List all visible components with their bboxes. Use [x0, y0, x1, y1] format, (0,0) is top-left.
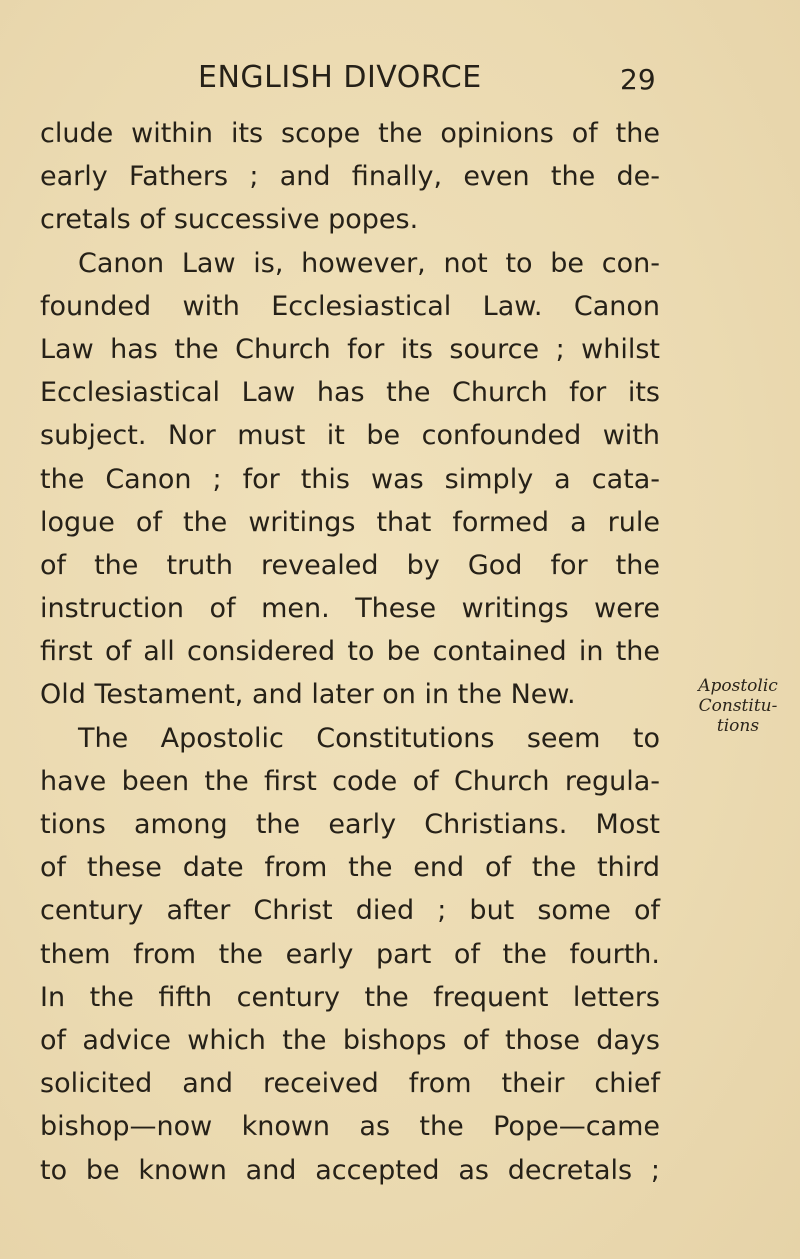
text-line: first of all considered to be contained in the	[40, 636, 660, 668]
text-line: tions among the early Christians. Most	[40, 809, 660, 840]
margin-note-line: Constitu-	[698, 696, 778, 716]
text-line: Ecclesiastical Law has the Church for its	[40, 377, 660, 409]
text-line: them from the early part of the fourth.	[40, 938, 660, 970]
text-line: solicited and received from their chief	[40, 1068, 660, 1100]
text-line: Old Testament, and later on in the New.	[40, 679, 576, 711]
text-line: the Canon ; for this was simply a cata-	[40, 463, 660, 495]
text-line: cretals of successive popes.	[40, 204, 419, 236]
body-text	[40, 112, 660, 1192]
text-line: century after Christ died ; but some of	[40, 895, 660, 927]
text-line: Canon Law is, however, not to be con-	[78, 247, 660, 279]
running-head: ENGLISH DIVORCE	[198, 60, 482, 95]
text-line: of the truth revealed by God for the	[40, 549, 660, 581]
text-line: of advice which the bishops of those days	[40, 1024, 660, 1056]
text-line: early Fathers ; and finally, even the de-	[40, 161, 660, 193]
text-line: Law has the Church for its source ; whilst	[40, 333, 660, 365]
text-line: have been the first code of Church regula-	[40, 765, 660, 797]
text-line: subject. Nor must it be confounded with	[40, 420, 660, 452]
text-line: instruction of men. These writings were	[40, 593, 660, 625]
text-line: of these date from the end of the third	[40, 852, 660, 884]
text-line: The Apostolic Constitutions seem to	[78, 722, 660, 754]
page-number: 29	[620, 63, 656, 96]
margin-note	[678, 676, 798, 736]
text-line: In the fifth century the frequent letters	[40, 981, 660, 1013]
text-line: logue of the writings that formed a rule	[40, 506, 660, 538]
margin-note-line: tions	[716, 716, 760, 736]
text-line: founded with Ecclesiastical Law. Canon	[40, 290, 660, 322]
margin-note-line: Apostolic	[698, 676, 778, 696]
text-line: to be known and accepted as decretals ;	[40, 1154, 660, 1186]
text-line: clude within its scope the opinions of the	[40, 118, 660, 149]
text-line: bishop—now known as the Pope—came	[40, 1111, 660, 1143]
